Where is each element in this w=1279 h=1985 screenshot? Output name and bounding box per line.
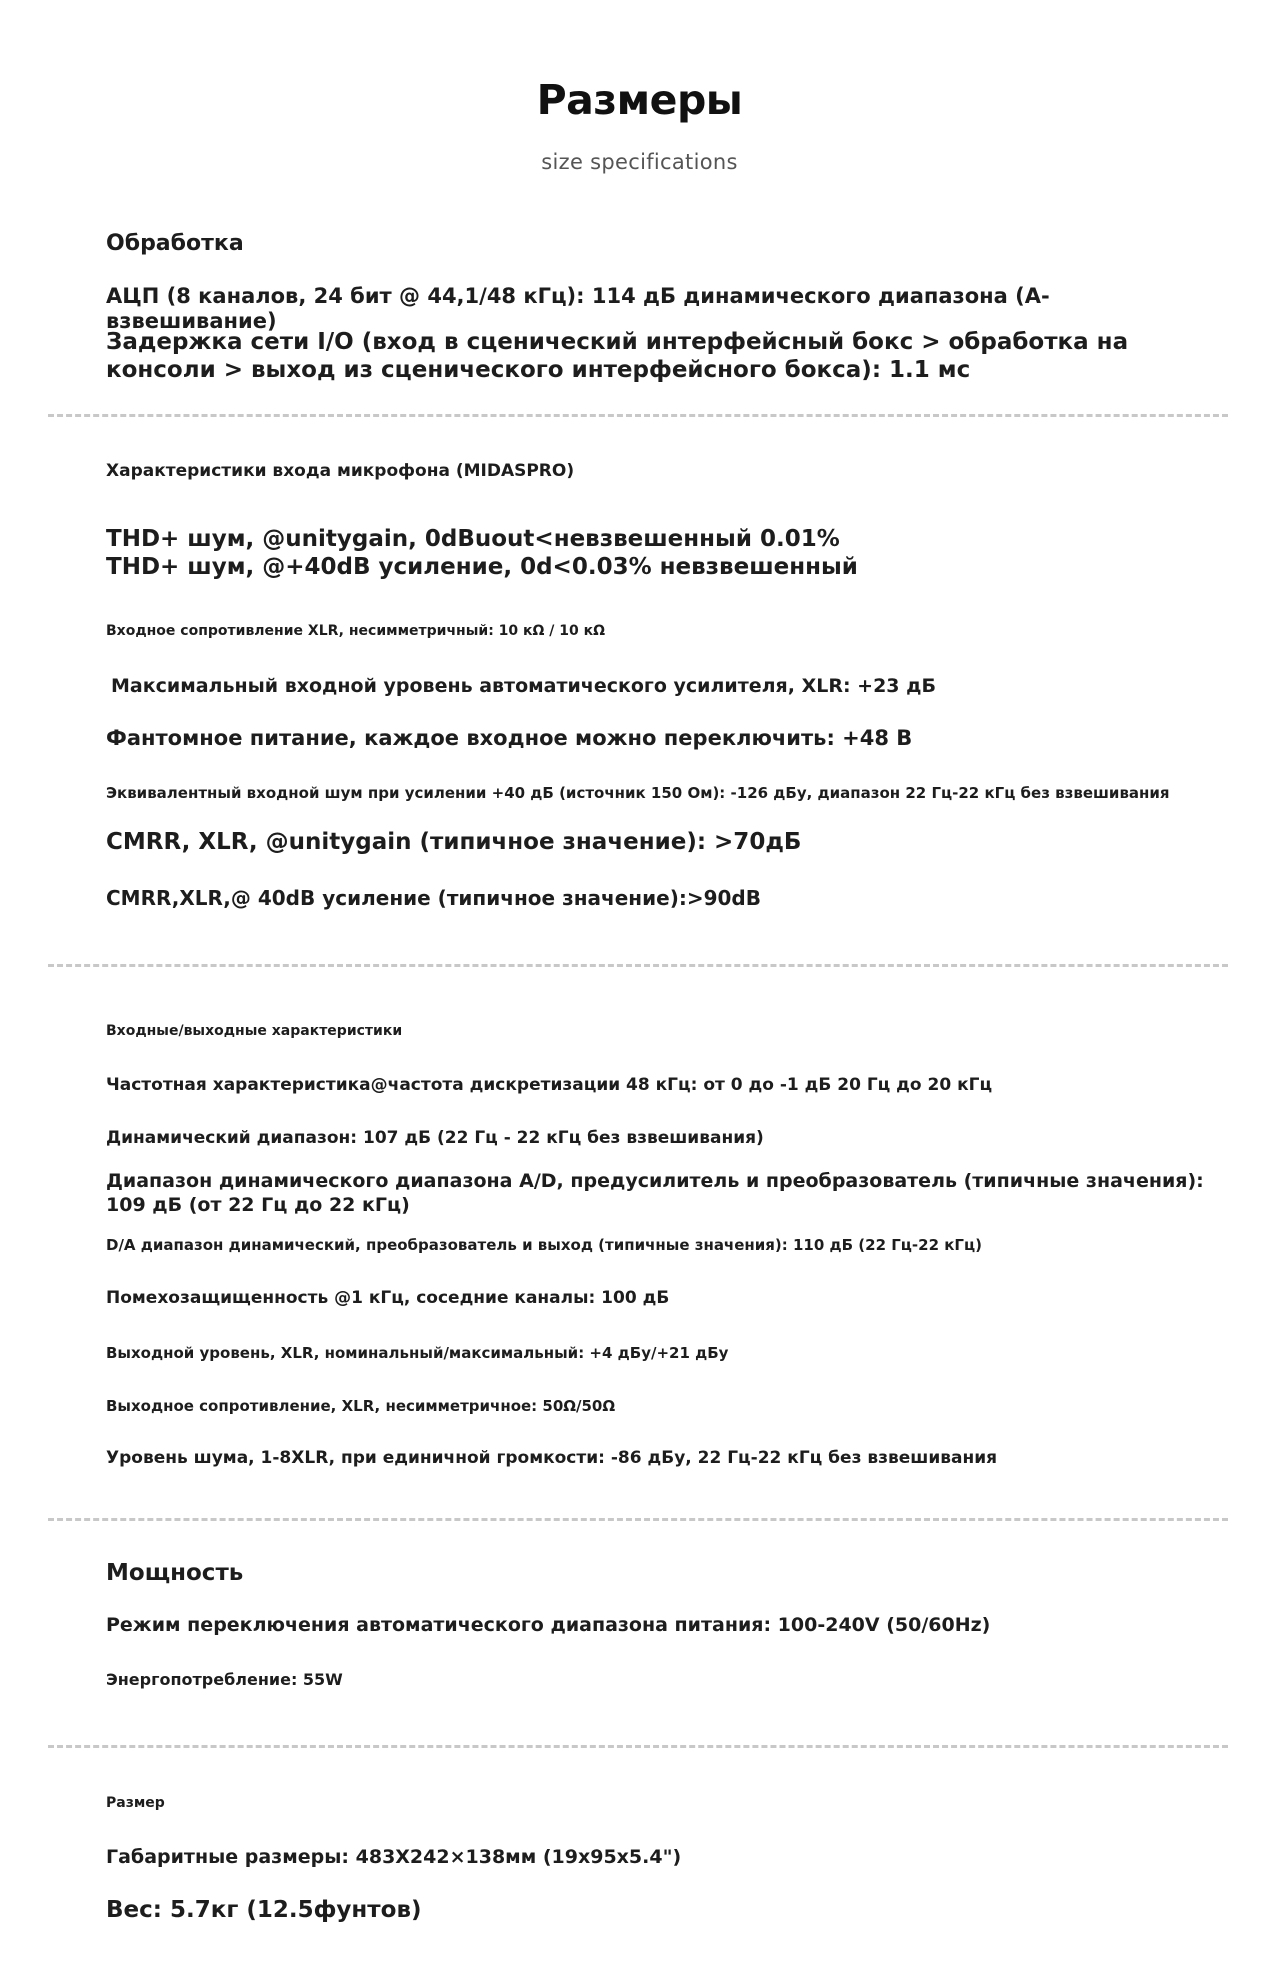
- spec-dynamic-range: Динамический диапазон: 107 дБ (22 Гц - 22 кГц без взвешивания): [106, 1128, 764, 1148]
- spec-max-input-level: Максимальный входной уровень автоматического усилителя, XLR: +23 дБ: [111, 675, 936, 697]
- spec-da-dynamic-range: D/A диапазон динамический, преобразователь и выход (типичные значения): 110 дБ (22 Гц-22 кГц): [106, 1236, 982, 1254]
- spec-frequency-response: Частотная характеристика@частота дискретизации 48 кГц: от 0 до -1 дБ 20 Гц до 20 кГц: [106, 1075, 993, 1095]
- page-title: Размеры: [536, 76, 743, 124]
- spec-power-consumption: Энергопотребление: 55W: [106, 1670, 343, 1689]
- spec-cmrr-40db: CMRR,XLR,@ 40dB усиление (типичное значение):>90dB: [106, 886, 761, 910]
- section-divider: [48, 1518, 1228, 1521]
- spec-output-level: Выходной уровень, XLR, номинальный/максимальный: +4 дБу/+21 дБу: [106, 1344, 729, 1362]
- section-divider: [48, 414, 1228, 417]
- page-subtitle: size specifications: [541, 150, 738, 174]
- spec-power-supply: Режим переключения автоматического диапазона питания: 100-240V (50/60Hz): [106, 1614, 991, 1636]
- spec-input-impedance: Входное сопротивление XLR, несимметричный: 10 кΩ / 10 кΩ: [106, 623, 606, 639]
- spec-weight: Вес: 5.7кг (12.5фунтов): [106, 1897, 422, 1923]
- section-heading-power: Мощность: [106, 1560, 244, 1586]
- spec-network-latency: Задержка сети I/O (вход в сценический интерфейсный бокс > обработка на консоли > выход из сценического интерфейсного бокса): 1.1 мс: [106, 329, 1129, 383]
- section-divider: [48, 1745, 1228, 1748]
- spec-output-impedance: Выходное сопротивление, XLR, несимметричное: 50Ω/50Ω: [106, 1397, 616, 1415]
- spec-thd-noise: THD+ шум, @unitygain, 0dBuout<невзвешенный 0.01% THD+ шум, @+40dB усиление, 0d<0.03% невзвешенный: [106, 526, 858, 580]
- spec-cmrr-unity: CMRR, XLR, @unitygain (типичное значение): >70дБ: [106, 829, 802, 855]
- spec-ad-dynamic-range: Диапазон динамического диапазона A/D, предусилитель и преобразователь (типичные значения): 109 дБ (от 22 Гц до 22 кГц): [106, 1170, 1204, 1216]
- spec-dimensions: Габаритные размеры: 483X242×138мм (19x95x5.4"): [106, 1846, 682, 1868]
- spec-equivalent-input-noise: Эквивалентный входной шум при усилении +40 дБ (источник 150 Ом): -126 дБу, диапазон 22 Гц-22 кГц без взвешивания: [106, 784, 1170, 802]
- section-heading-io: Входные/выходные характеристики: [106, 1023, 403, 1039]
- spec-crosstalk: Помехозащищенность @1 кГц, соседние каналы: 100 дБ: [106, 1288, 670, 1308]
- spec-phantom-power: Фантомное питание, каждое входное можно переключить: +48 В: [106, 726, 913, 750]
- section-heading-size: Размер: [106, 1795, 165, 1811]
- spec-adc: АЦП (8 каналов, 24 бит @ 44,1/48 кГц): 114 дБ динамического диапазона (A-взвешивание): [106, 284, 1050, 334]
- section-heading-processing: Обработка: [106, 231, 244, 256]
- section-heading-mic-input: Характеристики входа микрофона (MIDASPRO): [106, 461, 575, 481]
- spec-noise-level: Уровень шума, 1-8XLR, при единичной громкости: -86 дБу, 22 Гц-22 кГц без взвешивания: [106, 1448, 998, 1468]
- section-divider: [48, 964, 1228, 967]
